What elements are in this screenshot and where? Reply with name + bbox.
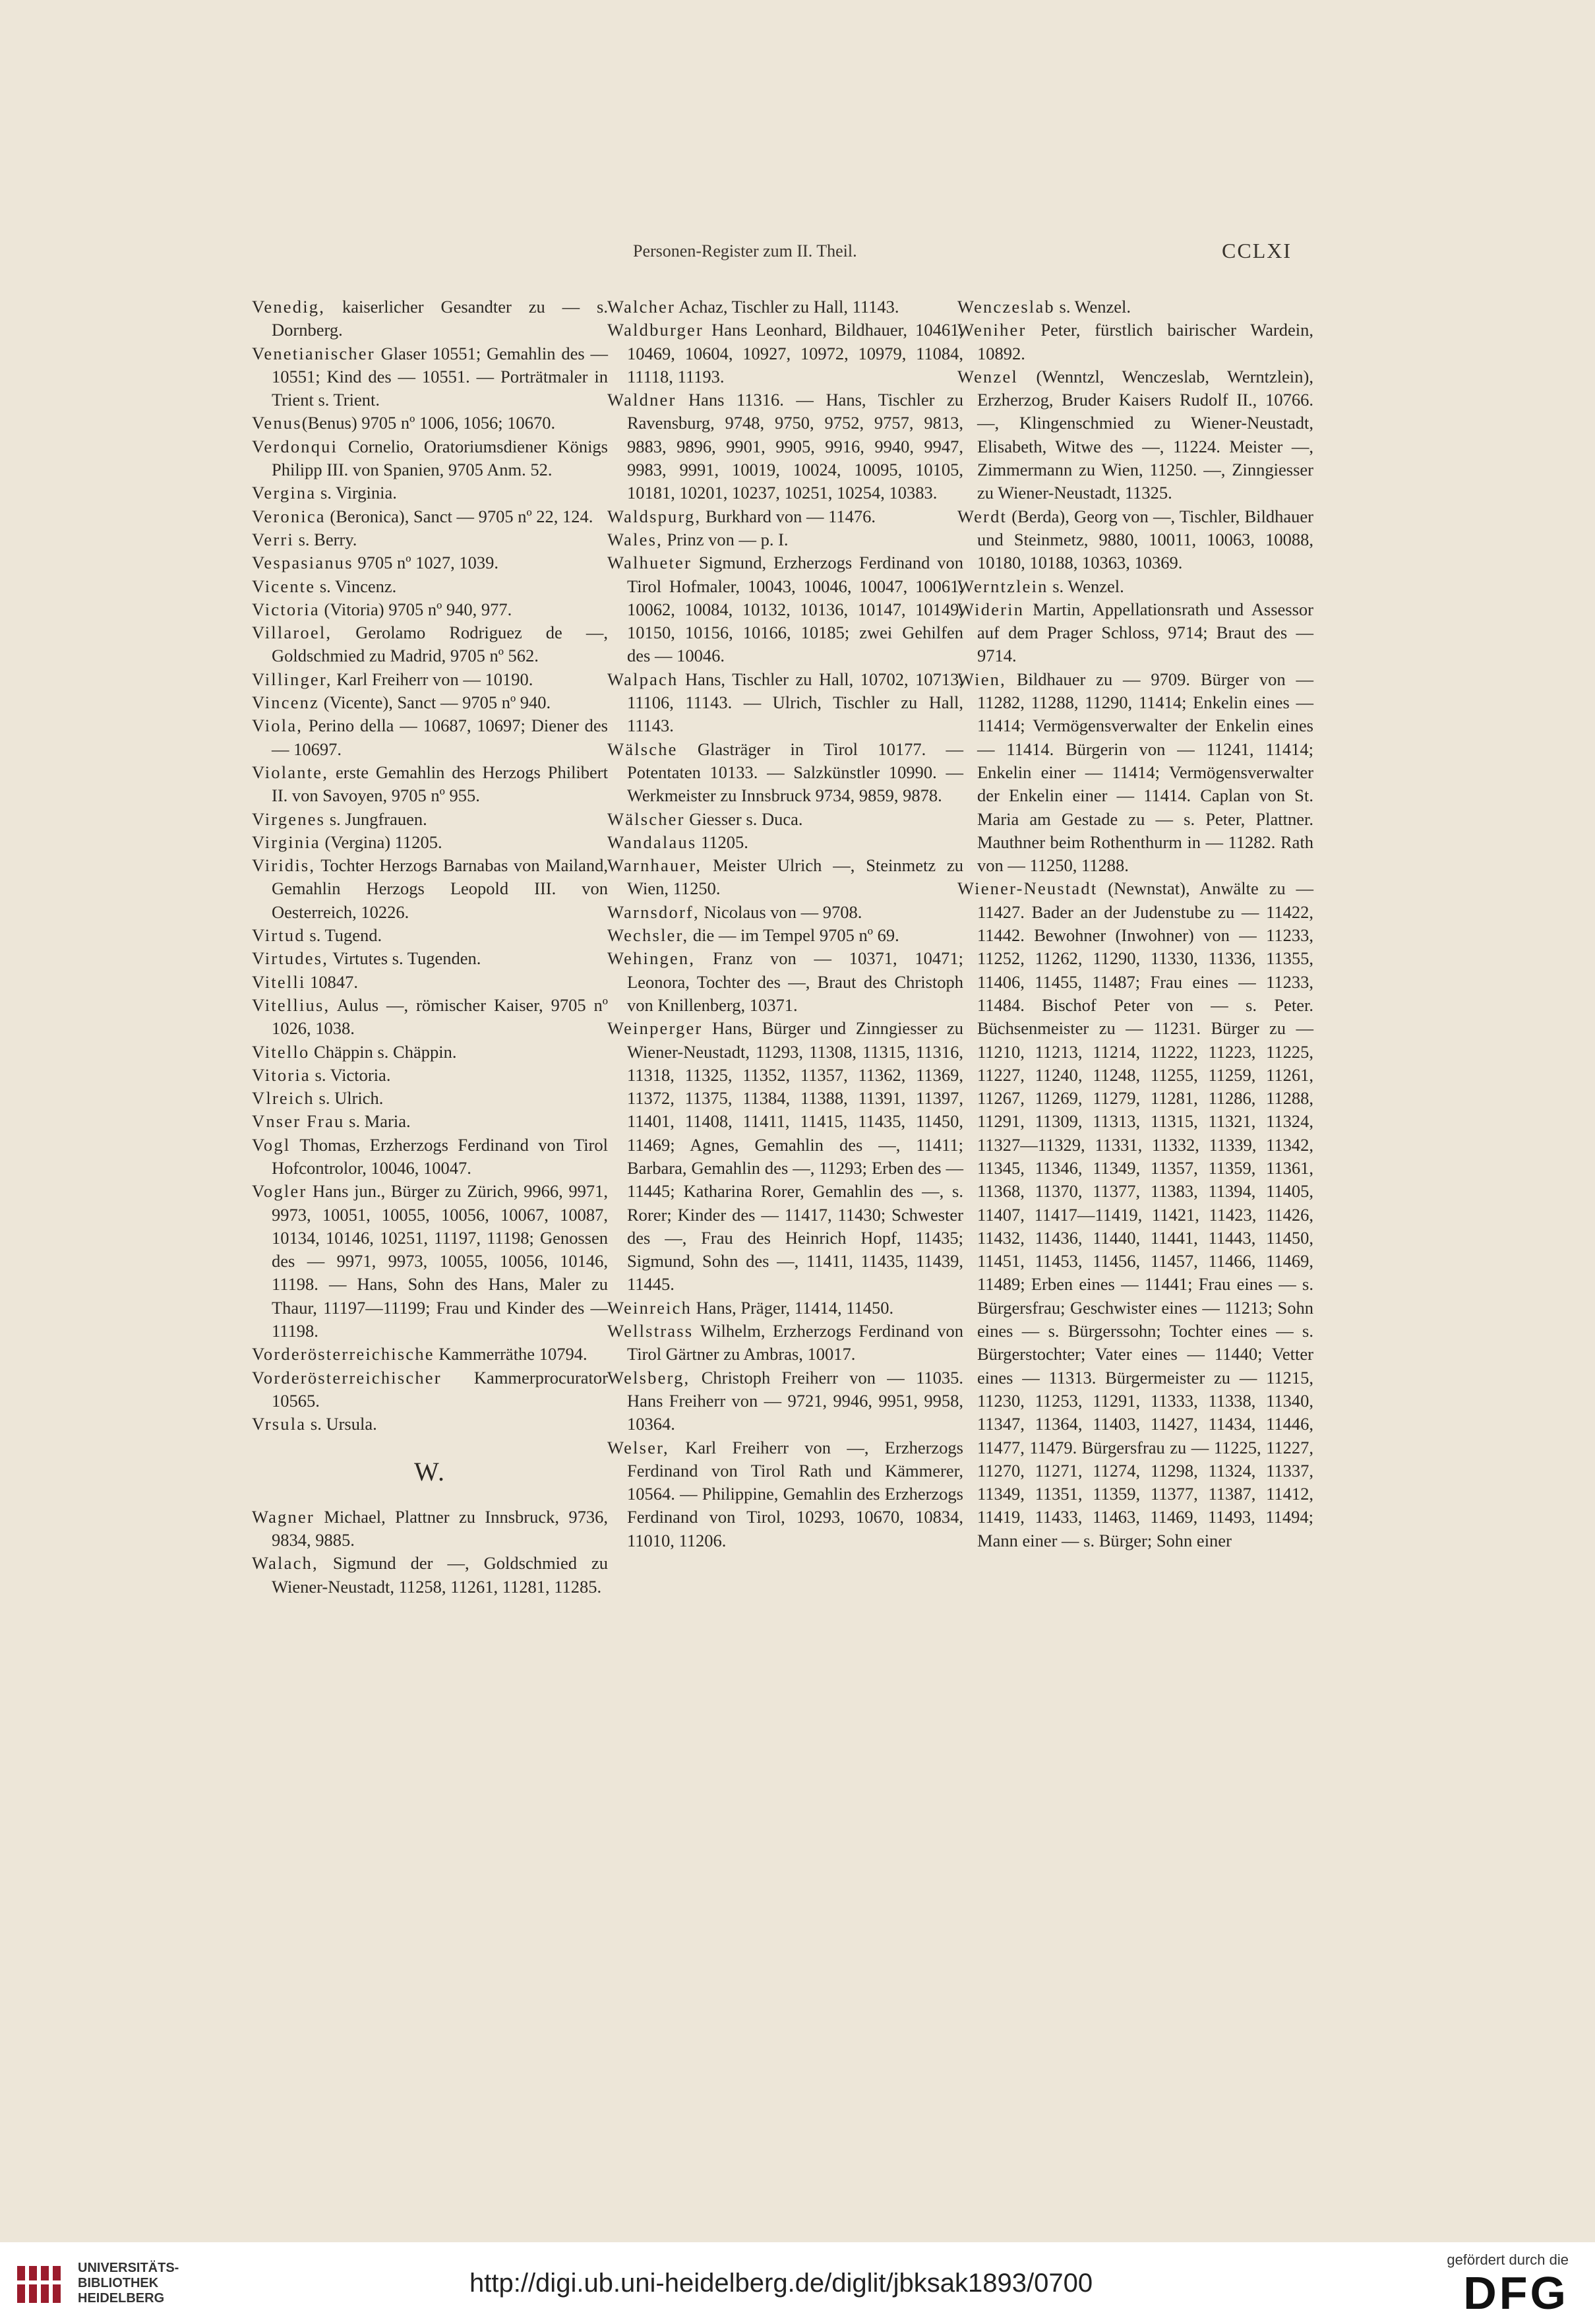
library-name-line-3: HEIDELBERG — [78, 2291, 165, 2306]
entry-text: Giesser s. Duca. — [684, 809, 803, 829]
index-entry — [252, 947, 608, 970]
entry-text: s. Berry. — [293, 529, 357, 549]
entry-text: Peter, fürstlich bairischer Wardein, 10892. — [977, 320, 1313, 363]
entry-text: Meister Ulrich —, Steinmetz zu Wien, 11250. — [627, 855, 963, 899]
entry-headword: Wälsche — [607, 739, 678, 759]
index-entry — [607, 808, 963, 831]
entry-text: s. Jungfrauen. — [325, 809, 427, 829]
entry-headword: Violante, — [252, 762, 329, 782]
entry-text: (Newnstat), Anwälte zu — 11427. Bader an der Judenstube zu — 11422, 11442. Bewohner (Inwohner) von — 11233, 11252, 11262, 11290, 11330, 11336, 11355, 11406, 11455, 11487; Frau eines — 11233, 11484. Bischof Peter von — s. Peter. Büchsenmeister zu — 11231. Bürger zu — 11210, 11213, 11214, 11222, 11223, 11225, 11227, 11240, 11248, 11255, 11259, 11261, 11267, 11269, 11279, 11281, 11286, 11288, 11291, 11309, 11313, 11315, 11321, 11324, 11327—11329, 11331, 11332, 11339, 11342, 11345, 11346, 11349, 11357, 11359, 11361, 11368, 11370, 11377, 11383, 11394, 11405, 11407, 11417—11419, 11421, 11423, 11426, 11432, 11436, 11440, 11441, 11443, 11450, 11451, 11453, 11456, 11457, 11466, 11469, 11489; Erben eines — 11441; Frau eines — s. Bürgersfrau; Geschwister eines — 11213; Sohn eines — s. Bürgerssohn; Tochter eines — s. Bürgerstochter; Vater eines — 11440; Vetter eines — 11313. Bürgermeister zu — 11215, 11230, 11253, 11291, 11333, 11338, 11340, 11347, 11364, 11403, 11427, 11434, 11446, 11477, 11479. Bürgersfrau zu — 11225, 11227, 11270, 11271, 11274, 11298, 11324, 11337, 11349, 11351, 11359, 11377, 11387, 11412, 11419, 11433, 11463, 11469, 11493, 11494; Mann einer — s. Bürger; Sohn einer — [977, 878, 1313, 1550]
entry-headword: Vorderösterreichische — [252, 1344, 435, 1364]
entry-text: Hans, Tischler zu Hall, 10702, 10713, 11106, 11143. — Ulrich, Tischler zu Hall, 11143. — [627, 669, 963, 736]
index-entry — [607, 388, 963, 505]
index-entry — [252, 808, 608, 831]
index-entry — [957, 319, 1313, 365]
index-entry — [252, 342, 608, 412]
entry-text: s. Virginia. — [316, 483, 397, 503]
entry-text: Martin, Appellationsrath und Assessor auf dem Prager Schloss, 9714; Braut des — 9714. — [977, 599, 1313, 666]
entry-headword: Warnhauer, — [607, 855, 702, 876]
entry-headword: Venetianischer — [252, 343, 375, 363]
entry-headword: Walach, — [252, 1553, 318, 1574]
index-column-2 — [607, 295, 963, 1552]
index-entry — [252, 761, 608, 808]
index-entry — [607, 528, 963, 551]
index-entry — [607, 924, 963, 947]
index-entry — [607, 505, 963, 528]
entry-headword: Villinger, — [252, 669, 332, 689]
entry-text: Chäppin s. Chäppin. — [309, 1041, 457, 1062]
index-entry — [252, 1180, 608, 1343]
entry-headword: Wales, — [607, 529, 663, 549]
running-head — [0, 239, 1595, 272]
funder-block[interactable] — [1397, 2251, 1569, 2317]
entry-text: Kammerräthe 10794. — [434, 1344, 587, 1364]
index-entry — [252, 691, 608, 714]
entry-text: Aulus —, römischer Kaiser, 9705 nº 1026, 1038. — [272, 994, 608, 1039]
index-entry — [252, 714, 608, 761]
entry-headword: Werdt — [957, 506, 1008, 526]
entry-headword: Veronica — [252, 506, 326, 526]
entry-headword: Virginia — [252, 832, 320, 852]
entry-text: Achaz, Tischler zu Hall, 11143. — [675, 297, 899, 317]
entry-text: Hans 11316. — Hans, Tischler zu Ravensburg, 9748, 9750, 9752, 9757, 9813, 9883, 9896, 9901, 9905, 9916, 9940, 9947, 9983, 9991, 10019, 10024, 10095, 10105, 10181, 10201, 10237, 10251, 10254, 10383. — [627, 390, 963, 503]
entry-text: 9705 nº 1027, 1039. — [353, 553, 498, 573]
entry-headword: Venus — [252, 413, 302, 433]
index-entry — [252, 621, 608, 668]
entry-text: (Wenntzl, Wenczeslab, Werntzlein), Erzherzog, Bruder Kaisers Rudolf II., 10766. —, Klingenschmied zu Wiener-Neustadt, Elisabeth, Witwe des —, 11224. Meister —, Zimmermann zu Wien, 11250. —, Zinngiesser zu Wiener-Neustadt, 11325. — [977, 366, 1313, 503]
entry-headword: Viridis, — [252, 855, 316, 876]
entry-headword: Wagner — [252, 1506, 315, 1527]
entry-headword: Virgenes — [252, 809, 326, 829]
entry-headword: Weinreich — [607, 1297, 692, 1318]
entry-headword: Wenczeslab — [957, 297, 1055, 317]
entry-headword: Vnser Frau — [252, 1111, 345, 1132]
entry-text: (Benus) 9705 nº 1006, 1056; 10670. — [301, 413, 556, 433]
index-entry — [607, 1017, 963, 1297]
entry-text: Glaser 10551; Gemahlin des — 10551; Kind des — 10551. — Porträtmaler in Trient s. Trient. — [272, 343, 608, 410]
index-entry — [252, 1087, 608, 1110]
entry-headword: Vitello — [252, 1041, 310, 1062]
entry-text: (Vergina) 11205. — [320, 832, 442, 852]
index-entry — [957, 295, 1313, 319]
index-entry — [252, 1366, 608, 1413]
index-entry — [607, 1297, 963, 1320]
entry-headword: Wien, — [957, 669, 1006, 689]
index-entry — [252, 575, 608, 598]
entry-headword: Waldburger — [607, 320, 704, 340]
index-entry — [252, 994, 608, 1041]
index-entry — [252, 295, 608, 342]
index-entry — [252, 435, 608, 482]
index-entry — [607, 854, 963, 901]
index-entry — [607, 295, 963, 319]
ub-heidelberg-logo-icon — [15, 2261, 66, 2308]
index-entry — [607, 319, 963, 388]
index-entry — [252, 1064, 608, 1087]
entry-headword: Victoria — [252, 599, 320, 619]
entry-text: Sigmund der —, Goldschmied zu Wiener-Neustadt, 11258, 11261, 11281, 11285. — [272, 1553, 608, 1597]
index-entry — [252, 481, 608, 505]
entry-headword: Waldner — [607, 390, 677, 410]
entry-text: (Beronica), Sanct — 9705 nº 22, 124. — [325, 506, 593, 526]
entry-text: Kammerprocurator 10565. — [272, 1367, 608, 1411]
entry-text: Hans Leonhard, Bildhauer, 10461, 10469, 10604, 10927, 10972, 10979, 11084, 11118, 11193. — [627, 320, 963, 386]
entry-text: Karl Freiherr von —, Erzherzogs Ferdinand von Tirol Rath und Kämmerer, 10564. — Philippine, Gemahlin des Erzherzogs Ferdinand von Tirol, 10293, 10670, 10834, 11010, 11206. — [627, 1437, 963, 1550]
index-entry — [252, 1413, 608, 1436]
entry-headword: Vitellius, — [252, 994, 330, 1015]
entry-text: s. Wenzel. — [1054, 297, 1131, 317]
entry-headword: Vergina — [252, 483, 316, 503]
entry-text: Prinz von — p. I. — [662, 529, 789, 549]
index-entry — [607, 1436, 963, 1552]
entry-headword: Vincenz — [252, 692, 320, 713]
index-entry — [252, 598, 608, 621]
funding-label: gefördert durch die — [1447, 2251, 1569, 2268]
entry-headword: Venedig, — [252, 297, 326, 317]
entry-text: Glasträger in Tirol 10177. — Potentaten 10133. — Salzkünstler 10990. — Werkmeister zu Innsbruck 9734, 9859, 9878. — [627, 739, 963, 806]
library-name — [78, 2261, 179, 2306]
entry-text: Michael, Plattner zu Innsbruck, 9736, 9834, 9885. — [272, 1506, 608, 1550]
entry-text: Tochter Herzogs Barnabas von Mailand, Gemahlin Herzogs Leopold III. von Oesterreich, 10226. — [272, 855, 608, 922]
index-entry — [252, 505, 608, 528]
index-entry — [957, 877, 1313, 1552]
entry-headword: Welsberg, — [607, 1367, 690, 1388]
index-entry — [607, 947, 963, 1017]
entry-text: Sigmund, Erzherzogs Ferdinand von Tirol Hofmaler, 10043, 10046, 10047, 10061, 10062, 10084, 10132, 10136, 10147, 10149, 10150, 10156, 10166, 10185; zwei Gehilfen des — 10046. — [627, 553, 963, 666]
entry-headword: Weinperger — [607, 1018, 703, 1039]
permalink-url[interactable]: http://digi.ub.uni-heidelberg.de/diglit/jbksak1893/0700 — [469, 2269, 1093, 2298]
entry-text: Karl Freiherr von — 10190. — [332, 669, 533, 689]
entry-text: (Vitoria) 9705 nº 940, 977. — [319, 599, 512, 619]
index-entry — [252, 924, 608, 947]
entry-headword: Vlreich — [252, 1088, 315, 1109]
entry-headword: Viola, — [252, 716, 303, 736]
index-entry — [252, 971, 608, 994]
entry-headword: Vrsula — [252, 1414, 307, 1434]
index-column-1 — [252, 295, 608, 1599]
entry-headword: Wellstrass — [607, 1321, 694, 1341]
library-logo[interactable] — [15, 2257, 232, 2312]
entry-headword: Warnsdorf, — [607, 902, 700, 922]
index-entry — [252, 551, 608, 574]
entry-headword: Walcher — [607, 297, 676, 317]
index-entry — [252, 528, 608, 551]
index-entry — [252, 1041, 608, 1064]
entry-text: die — im Tempel 9705 nº 69. — [688, 925, 899, 946]
entry-headword: Walhueter — [607, 553, 692, 573]
entry-headword: Vicente — [252, 576, 316, 596]
entry-headword: Wälscher — [607, 809, 685, 829]
entry-headword: Waldspurg, — [607, 506, 702, 526]
entry-headword: Villaroel, — [252, 623, 332, 643]
index-entry — [957, 505, 1313, 575]
index-entry — [957, 365, 1313, 505]
entry-text: s. Victoria. — [310, 1064, 391, 1085]
entry-text: 11205. — [696, 832, 748, 852]
entry-text: 10847. — [305, 971, 359, 992]
entry-headword: Wenzel — [957, 366, 1018, 386]
entry-headword: Vespasianus — [252, 553, 353, 573]
entry-headword: Verdonqui — [252, 436, 338, 456]
entry-text: Perino della — 10687, 10697; Diener des — 10697. — [272, 716, 608, 759]
entry-text: Hans, Bürger und Zinngiesser zu Wiener-Neustadt, 11293, 11308, 11315, 11316, 11318, 11325, 11352, 11357, 11362, 11369, 11372, 11375, 11384, 11388, 11391, 11397, 11401, 11408, 11411, 11415, 11435, 11450, 11469; Agnes, Gemahlin des —, 11411; Barbara, Gemahlin des —, 11293; Erben des — 11445; Katharina Rorer, Gemahlin des —, s. Rorer; Kinder des — 11417, 11430; Schwester des —, Frau des Heinrich Hopf, 11435; Sigmund, Sohn des —, 11411, 11435, 11439, 11445. — [627, 1018, 963, 1295]
entry-headword: Vogl — [252, 1134, 291, 1155]
entry-headword: Vorderösterreichischer — [252, 1367, 442, 1388]
digitization-footer — [0, 2242, 1595, 2324]
entry-headword: Werntzlein — [957, 576, 1048, 596]
entry-text: s. Vincenz. — [315, 576, 397, 596]
entry-headword: Verri — [252, 529, 294, 549]
index-entry — [252, 1343, 608, 1366]
entry-headword: Widerin — [957, 599, 1025, 619]
entry-headword: Virtud — [252, 925, 305, 946]
index-entry — [957, 668, 1313, 878]
entry-headword: Wandalaus — [607, 832, 697, 852]
index-entry — [252, 831, 608, 854]
entry-text: Virtutes s. Tugenden. — [328, 948, 481, 969]
entry-text: Hans, Präger, 11414, 11450. — [692, 1297, 894, 1318]
index-entry — [607, 901, 963, 924]
entry-text: s. Ursula. — [306, 1414, 377, 1434]
index-entry — [252, 1110, 608, 1133]
entry-text: s. Ulrich. — [314, 1088, 384, 1109]
entry-headword: Vitelli — [252, 971, 306, 992]
index-entry — [957, 575, 1313, 598]
index-entry — [607, 831, 963, 854]
entry-headword: Vogler — [252, 1181, 307, 1202]
running-head-title: Personen-Register zum II. Theil. — [633, 241, 857, 260]
entry-headword: Wiener-Neustadt — [957, 878, 1098, 899]
entry-text: Wilhelm, Erzherzogs Ferdinand von Tirol Gärtner zu Ambras, 10017. — [627, 1321, 963, 1364]
entry-text: (Berda), Georg von —, Tischler, Bildhauer und Steinmetz, 9880, 10011, 10063, 10088, 10180, 10188, 10363, 10369. — [977, 506, 1313, 573]
index-entry — [252, 668, 608, 691]
index-entry — [252, 412, 608, 435]
index-entry — [607, 1320, 963, 1366]
entry-text: (Vicente), Sanct — 9705 nº 940. — [319, 692, 551, 713]
entry-text: s. Wenzel. — [1048, 576, 1124, 596]
entry-text: kaiserlicher Gesandter zu — s. Dornberg. — [272, 297, 608, 340]
entry-text: Cornelio, Oratoriumsdiener Königs Philipp III. von Spanien, 9705 Anm. 52. — [272, 436, 608, 480]
library-name-line-2: BIBLIOTHEK — [78, 2276, 159, 2290]
entry-headword: Wechsler, — [607, 925, 689, 946]
index-entry — [607, 738, 963, 808]
index-entry — [607, 1366, 963, 1436]
entry-headword: Weniher — [957, 320, 1027, 340]
entry-text: Thomas, Erzherzogs Ferdinand von Tirol Hofcontrolor, 10046, 10047. — [272, 1134, 608, 1178]
entry-text: Hans jun., Bürger zu Zürich, 9966, 9971, 9973, 10051, 10055, 10056, 10067, 10087, 10134, 10146, 10251, 11197, 11198; Genossen des — 9971, 9973, 10055, 10056, 10146, 11198. — Hans, Sohn des Hans, Maler zu Thaur, 11197—11199; Frau und Kinder des — 11198. — [272, 1181, 608, 1341]
entry-text: erste Gemahlin des Herzogs Philibert II. von Savoyen, 9705 nº 955. — [272, 762, 608, 806]
index-entry — [252, 1506, 608, 1552]
index-entry — [252, 1134, 608, 1180]
index-entry — [252, 1552, 608, 1599]
index-column-3 — [957, 295, 1313, 1552]
entry-headword: Walpach — [607, 669, 678, 689]
index-entry — [607, 551, 963, 667]
entry-text: Franz von — 10371, 10471; Leonora, Tochter des —, Braut des Christoph von Knillenberg, 10371. — [627, 948, 963, 1015]
index-entry — [607, 668, 963, 738]
entry-text: Bildhauer zu — 9709. Bürger von — 11282, 11288, 11290, 11414; Enkelin eines — 11414; Vermögensverwalter der Enkelin eines — 11414. Bürgerin von — 11241, 11414; Enkelin einer — 11414; Vermögensverwalter der Enkelin einer — 11414. Caplan von St. Maria am Gestade zu — s. Peter, Plattner. Mauthner beim Rothenthurm in — 11282. Rath von — 11250, 11288. — [977, 669, 1313, 876]
section-letter-w: W. — [413, 1456, 446, 1486]
entry-text: Christoph Freiherr von — 11035. Hans Freiherr von — 9721, 9946, 9951, 9958, 10364. — [627, 1367, 963, 1434]
entry-text: Gerolamo Rodriguez de —, Goldschmied zu Madrid, 9705 nº 562. — [272, 623, 608, 666]
entry-text: Nicolaus von — 9708. — [699, 902, 862, 922]
entry-headword: Vitoria — [252, 1064, 311, 1085]
entry-headword: Welser, — [607, 1437, 669, 1457]
entry-text: Burkhard von — 11476. — [701, 506, 876, 526]
library-name-line-1: UNIVERSITÄTS- — [78, 2261, 179, 2275]
page-folio: CCLXI — [1222, 239, 1292, 262]
index-entry — [252, 854, 608, 924]
dfg-logo: DFG — [1463, 2267, 1569, 2319]
entry-headword: Virtudes, — [252, 948, 329, 969]
index-entry — [957, 598, 1313, 668]
entry-text: s. Maria. — [344, 1111, 411, 1132]
entry-headword: Wehingen, — [607, 948, 696, 969]
entry-text: s. Tugend. — [305, 925, 382, 946]
